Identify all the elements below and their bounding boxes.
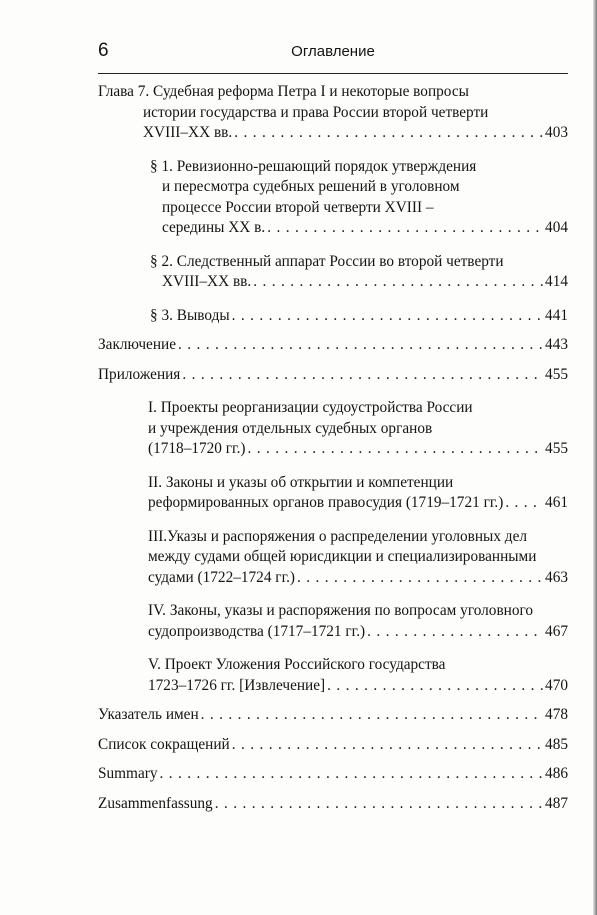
toc-leader-line xyxy=(98,705,568,726)
toc-entry-appendix-1[interactable] xyxy=(98,398,568,460)
dot-leader xyxy=(182,365,543,386)
dot-leader xyxy=(367,622,543,643)
toc-entry-appendix-4[interactable] xyxy=(98,601,568,642)
dot-leader xyxy=(248,439,544,460)
toc-entry-name-index[interactable] xyxy=(98,705,568,726)
toc-leader-line xyxy=(98,272,568,293)
toc-leader-line xyxy=(98,764,568,785)
toc-leader-line xyxy=(98,439,568,460)
toc-page-number: 404 xyxy=(545,219,568,236)
toc-line: Приложения xyxy=(98,365,181,383)
dot-leader xyxy=(232,306,543,327)
scan-edge-shadow xyxy=(593,0,597,915)
toc-line: § 3. Выводы xyxy=(150,306,230,324)
running-title: Оглавление xyxy=(291,43,375,60)
toc-line: Заключение xyxy=(98,336,177,353)
toc-page-number: 478 xyxy=(545,706,568,723)
toc-leader-line xyxy=(98,568,568,589)
dot-leader xyxy=(215,794,543,815)
toc-line: XVIII–XX вв. xyxy=(162,273,252,290)
dot-leader xyxy=(267,218,543,239)
toc-line: § 1. Ревизионно-решающий порядок утверждения xyxy=(150,157,477,175)
toc-entry-section-2[interactable] xyxy=(98,252,568,293)
dot-leader xyxy=(160,764,544,785)
toc-line: судопроизводства (1717–1721 гг.) xyxy=(148,622,366,640)
dot-leader xyxy=(505,493,543,514)
toc-line: Указатель имен xyxy=(98,706,199,723)
toc-line: IV. Законы, указы и распоряжения по вопросам уголовного xyxy=(148,602,534,619)
dot-leader xyxy=(234,123,543,144)
toc-entry-conclusion[interactable] xyxy=(98,335,568,356)
toc-line: и учреждения отдельных судебных органов xyxy=(148,419,433,437)
toc-line: XVIII–XX вв. xyxy=(143,124,233,141)
toc-leader-line xyxy=(98,735,568,756)
toc-line: и пересмотра судебных решений в уголовном xyxy=(162,178,460,195)
toc-entry-section-1[interactable] xyxy=(98,157,568,239)
toc-leader-line xyxy=(98,365,568,386)
dot-leader xyxy=(327,676,543,697)
toc-leader-line xyxy=(98,123,568,144)
toc-leader-line xyxy=(98,794,568,815)
toc-leader-line xyxy=(98,306,568,327)
page-header xyxy=(98,40,568,70)
toc-line: середины XX в. xyxy=(162,219,266,236)
toc-entry-zusammenfassung[interactable] xyxy=(98,794,568,815)
dot-leader xyxy=(201,705,543,726)
dot-leader xyxy=(232,735,543,756)
toc-line: между судами общей юрисдикции и специализированными xyxy=(148,548,537,565)
toc-entry-appendices[interactable] xyxy=(98,365,568,386)
toc-leader-line xyxy=(98,493,568,514)
toc-page-number: 441 xyxy=(545,306,568,324)
toc-leader-line xyxy=(98,218,568,239)
toc-entry-section-3[interactable] xyxy=(98,306,568,327)
toc-leader-line xyxy=(98,676,568,697)
toc-line: V. Проект Уложения Российского государства xyxy=(148,656,446,673)
dot-leader xyxy=(297,568,543,589)
dot-leader xyxy=(178,335,543,356)
toc-page-number: 414 xyxy=(545,273,568,290)
page-number: 6 xyxy=(98,40,109,61)
toc-page-number: 467 xyxy=(545,622,568,640)
toc-line: II. Законы и указы об открытии и компетенции xyxy=(148,473,454,491)
toc-line: Zusammenfassung xyxy=(98,794,213,812)
toc-line: реформированных органов правосудия (1719–1721 гг.) xyxy=(148,494,504,511)
toc-entry-appendix-3[interactable] xyxy=(98,527,568,589)
toc-page-number: 455 xyxy=(545,365,568,383)
toc-line: Summary xyxy=(98,765,158,782)
toc-page-number: 455 xyxy=(545,440,568,457)
toc-line: Список сокращений xyxy=(98,735,230,753)
dot-leader xyxy=(253,272,543,293)
toc-line: § 2. Следственный аппарат России во второй четверти xyxy=(150,252,504,270)
toc-line: 1723–1726 гг. [Извлечение] xyxy=(148,676,326,694)
toc-line: I. Проекты реорганизации судоустройства России xyxy=(148,399,473,416)
toc-page-number: 461 xyxy=(545,494,568,511)
toc-line: процессе России второй четверти XVIII – xyxy=(162,198,434,216)
toc-line: истории государства и права России второй четверти xyxy=(143,103,489,121)
toc-entry-appendix-5[interactable] xyxy=(98,655,568,696)
header-rule xyxy=(98,73,568,74)
toc-page-number: 485 xyxy=(545,735,568,753)
toc-page-number: 403 xyxy=(545,124,568,141)
toc-leader-line xyxy=(98,622,568,643)
toc-page-number: 470 xyxy=(545,676,568,694)
toc-leader-line xyxy=(98,335,568,356)
toc-entry-appendix-2[interactable] xyxy=(98,473,568,514)
toc-page-number: 443 xyxy=(545,336,568,353)
toc-page-number: 463 xyxy=(545,568,568,586)
table-of-contents xyxy=(98,82,568,814)
toc-page-number: 486 xyxy=(545,765,568,782)
toc-entry-chapter-7[interactable] xyxy=(98,82,568,144)
toc-page-number: 487 xyxy=(545,794,568,812)
toc-entry-summary[interactable] xyxy=(98,764,568,785)
toc-line: (1718–1720 гг.) xyxy=(148,440,246,457)
toc-line: судами (1722–1724 гг.) xyxy=(148,568,296,586)
toc-line: III.Указы и распоряжения о распределении уголовных дел xyxy=(148,527,528,545)
toc-entry-abbreviations[interactable] xyxy=(98,735,568,756)
toc-line: Глава 7. Судебная реформа Петра I и некоторые вопросы xyxy=(98,83,469,100)
